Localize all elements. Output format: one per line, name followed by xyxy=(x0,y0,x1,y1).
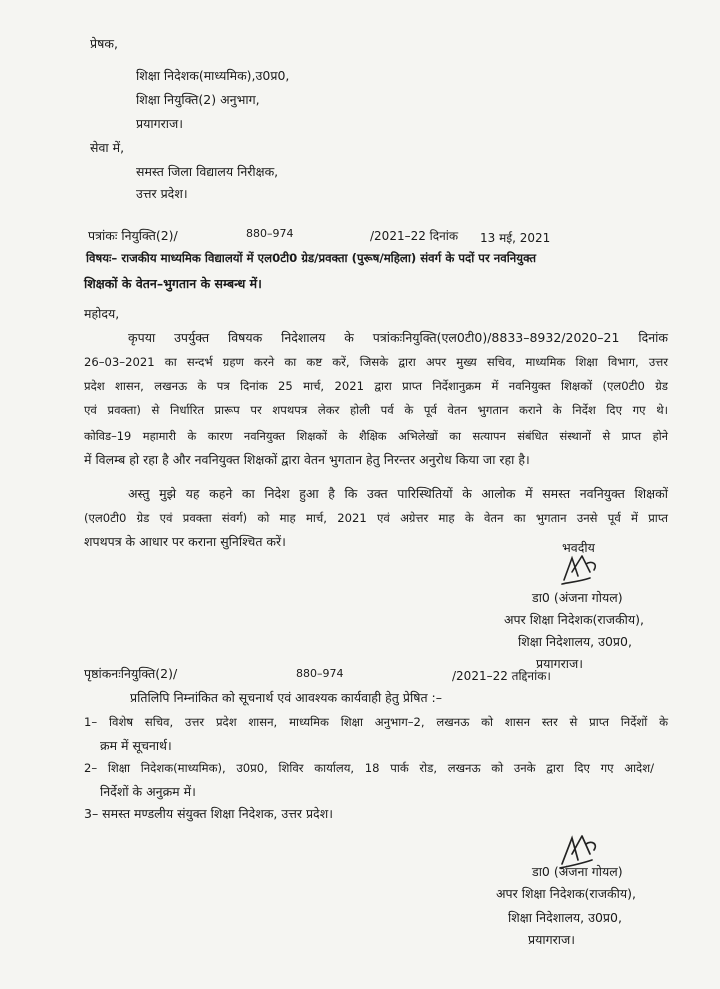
body-p1-line-5: कोविड–19 महामारी के कारण नवनियुक्त शिक्षकों के शैक्षिक अभिलेखों का सत्यापन संबंधित संस्थानों से प्राप्त होने xyxy=(84,429,668,443)
subject-line-1: विषयः– राजकीय माध्यमिक विद्यालयों में एल0टी0 ग्रेड/प्रवक्ता (पुरूष/महिला) संवर्ग के पदों पर नवनियुक्त xyxy=(86,251,537,265)
endorsement-intro: प्रतिलिपि निम्नांकित को सूचनार्थ एवं आवश्यक कार्यवाही हेतु प्रेषित :– xyxy=(130,690,443,705)
copy-item-1-line-1: 1– विशेष सचिव, उत्तर प्रदेश शासन, माध्यमिक शिक्षा अनुभाग–2, लखनऊ को शासन स्तर से प्राप्त निर्देशों के xyxy=(84,715,668,729)
body-p2-line-2: (एल0टी0 ग्रेड एवं प्रवक्ता संवर्ग) को माह मार्च, 2021 एवं अग्रेत्तर माह के वेतन का भुगतान उनसे पूर्व में प्राप्त xyxy=(84,511,668,525)
signatory2-designation: अपर शिक्षा निदेशक(राजकीय), xyxy=(496,886,636,901)
body-p1-line-6: में विलम्ब हो रहा है और नवनियुक्त शिक्षकों द्वारा वेतन भुगतान हेतु निरन्तर अनुरोध किया जा रहा है। xyxy=(84,452,530,467)
signatory2-city: प्रयागराज। xyxy=(528,932,576,947)
reference-date: 13 मई, 2021 xyxy=(480,231,551,245)
copy-item-2-line-2: निर्देशों के अनुक्रम में। xyxy=(100,784,196,799)
endorsement-prefix: पृष्ठांकनःनियुक्ति(2)/ xyxy=(84,666,178,681)
recipient-line-1: समस्त जिला विद्यालय निरीक्षक, xyxy=(136,164,279,179)
body-p2-line-3: शपथपत्र के आधार पर कराना सुनिश्चित करें। xyxy=(84,534,286,549)
signatory1-name: डा0 (अंजना गोयल) xyxy=(532,590,623,605)
closing: भवदीय xyxy=(562,540,595,555)
body-p1-line-4: एवं प्रवक्ता) से निर्धारित प्रारूप पर शपथपत्र लेकर होली पर्व के पूर्व वेतन भुगतान कराने के निर्देश दिए गए थे। xyxy=(84,403,668,417)
signatory2-name: डा0 (अंजना गोयल) xyxy=(532,864,623,879)
reference-number: 880–974 xyxy=(246,227,294,240)
copy-item-2-line-1: 2– शिक्षा निदेशक(माध्यमिक), उ0प्र0, शिविर कार्यालय, 18 पार्क रोड, लखनऊ को उनके द्वारा दिए गए आदेश/ xyxy=(84,761,654,775)
sender-line-3: प्रयागराज। xyxy=(136,116,184,131)
signatory1-designation: अपर शिक्षा निदेशक(राजकीय), xyxy=(504,612,644,627)
signatory1-office: शिक्षा निदेशालय, उ0प्र0, xyxy=(518,634,632,649)
body-p1-line-3: प्रदेश शासन, लखनऊ के पत्र दिनांक 25 मार्च, 2021 द्वारा प्राप्त निर्देशानुक्रम में नवनियुक्त शिक्षकों (एल0टी0 ग्रेड xyxy=(84,379,668,393)
salutation: महोदय, xyxy=(84,306,120,321)
signatory2-office: शिक्षा निदेशालय, उ0प्र0, xyxy=(508,910,622,925)
reference-date-label: /2021–22 दिनांक xyxy=(370,229,459,243)
subject-line-2: शिक्षकों के वेतन–भुगतान के सम्बन्ध में। xyxy=(84,276,262,291)
reference-prefix: पत्रांकः नियुक्ति(2)/ xyxy=(88,228,178,243)
body-p2-line-1: अस्तु मुझे यह कहने का निदेश हुआ है कि उक्त पारिस्थितियों के आलोक में समस्त नवनियुक्त शिक्षकों xyxy=(128,486,668,501)
recipient-line-2: उत्तर प्रदेश। xyxy=(136,186,188,201)
copy-item-1-line-2: क्रम में सूचनार्थ। xyxy=(100,738,172,753)
endorsement-number: 880–974 xyxy=(296,667,344,680)
sender-line-2: शिक्षा नियुक्ति(2) अनुभाग, xyxy=(136,92,260,107)
signatory1-city: प्रयागराज। xyxy=(536,656,584,671)
endorsement-date-label: /2021–22 तद्दिनांक। xyxy=(452,669,551,683)
body-p1-line-1: कृपया उपर्युक्त विषयक निदेशालय के पत्रांकःनियुक्ति(एल0टी0)/8833–8932/2020–21 दिनांक xyxy=(128,330,668,345)
recipient-label: सेवा में, xyxy=(90,140,125,155)
copy-item-3: 3– समस्त मण्डलीय संयुक्त शिक्षा निदेशक, उत्तर प्रदेश। xyxy=(84,806,333,821)
sender-label: प्रेषक, xyxy=(90,36,118,51)
body-p1-line-2: 26–03–2021 का सन्दर्भ ग्रहण करने का कष्ट करें, जिसके द्वारा अपर मुख्य सचिव, माध्यमिक शिक्षा विभाग, उत्तर xyxy=(84,355,668,369)
sender-line-1: शिक्षा निदेशक(माध्यमिक),उ0प्र0, xyxy=(136,68,290,83)
signature-mark-1 xyxy=(556,552,602,586)
